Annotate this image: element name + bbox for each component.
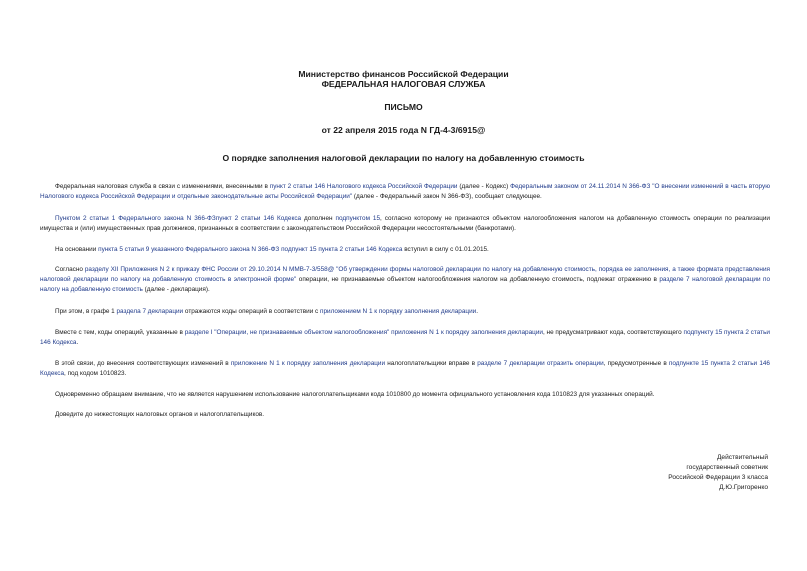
link-subparagraph-15-code[interactable]: подпункту 15 пункта 2 статьи 146 Кодекса (40, 329, 770, 347)
paragraph-7 (40, 359, 770, 379)
text: операции, не признаваемые объектом налогообложения налогом на добавленную стоимость, подлежат отражению в (296, 276, 660, 284)
text: Вместе с тем, коды операций, указанные в (55, 329, 185, 336)
text: (далее - декларация). (142, 286, 210, 294)
link-appendix-1-procedure[interactable]: приложение N 1 к порядку заполнения декларации (230, 360, 386, 367)
text: Федеральная налоговая служба в связи с изменениями, внесенными в (55, 183, 270, 190)
text: . (76, 339, 79, 347)
link-federal-law-366[interactable]: Федеральным законом от 24.11.2014 N 366-ФЗ "О внесении изменений в часть вторую Налогового кодекса Российской Федерации и отдельные законодательные акты Российской Федерации" (40, 183, 770, 201)
text: , под кодом 1010823. (64, 370, 127, 378)
signature-line-3: Российской Федерации 3 класса (668, 474, 768, 481)
text: Согласно (55, 266, 85, 273)
text: . (476, 308, 478, 315)
text: При этом, в графе 1 (55, 308, 117, 315)
text: Одновременно обращаем внимание, что не является нарушением использование налогоплательщиками кода 1010800 до момента официального установления кода 1010823 для указанных операций. (55, 391, 655, 398)
link-law-366-article-1[interactable]: Пунктом 2 статьи 1 Федерального закона N 366-ФЗ (55, 215, 216, 222)
paragraph-4 (40, 265, 770, 296)
text: (далее - Кодекс) (457, 183, 511, 190)
ministry-title: Министерство финансов Российской Федерации (298, 69, 509, 79)
document-type: ПИСЬМО (384, 102, 423, 112)
document-date-number: от 22 апреля 2015 года N ГД-4-3/6915@ (321, 125, 486, 135)
link-section-1-appendix-1[interactable]: разделе I "Операции, не признаваемые объектом налогообложения" приложения N 1 к порядку заполнения декларации (184, 329, 543, 336)
text: (далее - Федеральный закон N 366-ФЗ), сообщает следующее. (352, 193, 542, 201)
link-section-7-operations[interactable]: разделе 7 декларации отразить операции (477, 360, 604, 367)
signature-line-1: Действительный (716, 454, 768, 461)
paragraph-3 (40, 245, 770, 255)
link-law-366-article-9[interactable]: пункта 5 статьи 9 указанного Федерального закона N 366-ФЗ (98, 246, 280, 253)
link-fns-order-appendix-2[interactable]: разделу XII Приложения N 2 к приказу ФНС России от 29.10.2014 N ММВ-7-3/558@ "Об утверждении формы налоговой декларации по налогу на добавленную стоимость, порядка ее заполнения, а также формата представления налоговой декларации по налогу на добавленную стоимость в электронной форме" (40, 266, 770, 284)
link-subparagraph-15-article-146[interactable]: подпункт 15 пункта 2 статьи 146 Кодекса (281, 246, 403, 253)
link-subparagraph-15[interactable]: подпунктом 15 (335, 215, 381, 222)
paragraph-1 (40, 182, 770, 202)
paragraph-8 (40, 390, 770, 400)
text: вступил в силу с 01.01.2015. (402, 246, 489, 253)
paragraph-2 (40, 214, 770, 234)
link-tax-code-article-146[interactable]: пункт 2 статьи 146 Налогового кодекса Российской Федерации (269, 183, 458, 190)
text: Доведите до нижестоящих налоговых органов и налогоплательщиков. (55, 411, 265, 418)
text: дополнен (301, 215, 336, 222)
paragraph-5 (40, 307, 770, 317)
service-title: ФЕДЕРАЛЬНАЯ НАЛОГОВАЯ СЛУЖБА (321, 79, 486, 89)
signature-name: Д.Ю.Григоренко (719, 484, 768, 491)
text: В этой связи, до внесения соответствующих изменений в (55, 360, 231, 367)
link-declaration-section-7[interactable]: разделе 7 налоговой декларации по налогу на добавленную стоимость (40, 276, 771, 294)
text: , согласно которому не признаются объектом налогообложения налогом на добавленную стоимость операции по реализации имущества и (или) имущественных прав должников, признанных в соответствии с законодательством Российской Федерации несостоятельными (банкротами). (40, 215, 770, 233)
text: , не предусматривают кода, соответствующего (542, 329, 684, 336)
link-appendix-1[interactable]: приложением N 1 к порядку заполнения декларации (320, 308, 477, 315)
paragraph-9 (40, 410, 770, 420)
text: , предусмотренные в (603, 360, 669, 367)
document-subject: О порядке заполнения налоговой декларации по налогу на добавленную стоимость (222, 153, 585, 163)
text: отражаются коды операций в соответствии с (183, 308, 321, 315)
link-section-7[interactable]: раздела 7 декларации (116, 308, 184, 315)
paragraph-6 (40, 328, 770, 348)
text: налогоплательщики вправе в (385, 360, 478, 367)
link-subparagraph-15-article-146-code[interactable]: подпункте 15 пункта 2 статьи 146 Кодекса (40, 360, 770, 378)
text: На основании (55, 246, 99, 253)
signature-line-2: государственный советник (686, 464, 768, 471)
link-code-article-146[interactable]: пункт 2 статьи 146 Кодекса (215, 215, 302, 222)
